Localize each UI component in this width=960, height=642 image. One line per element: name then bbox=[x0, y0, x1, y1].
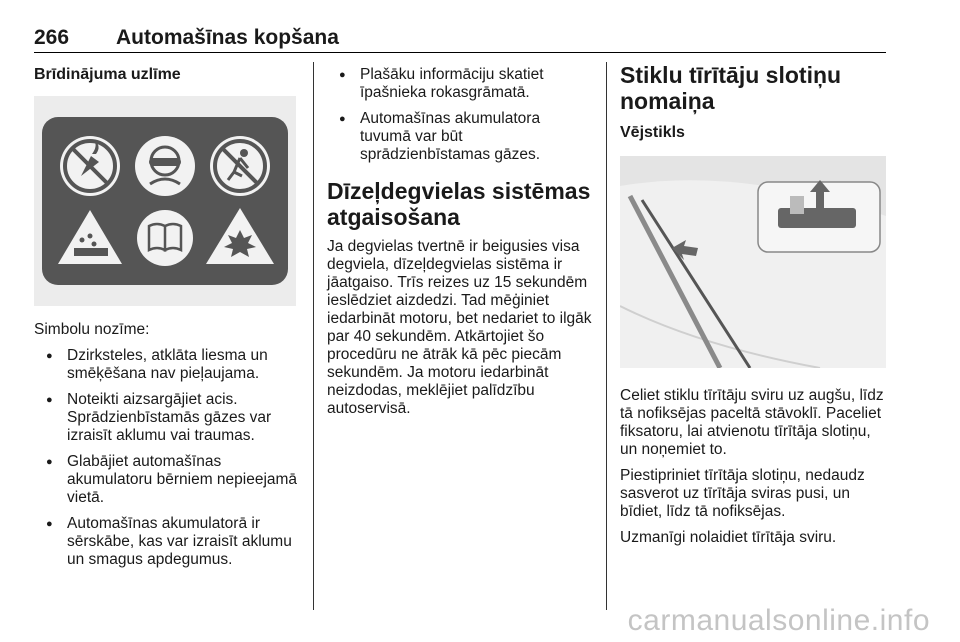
list-item: ● Dzirksteles, atklāta liesma un smēķēšana nav pieļaujama. bbox=[34, 347, 300, 383]
wiper-blade-heading: Stiklu tīrītāju slotiņu nomaiņa bbox=[620, 62, 842, 114]
column-middle bbox=[327, 62, 593, 426]
wiper-paragraph-1: Celiet stiklu tīrītāju sviru uz augšu, līdz tā nofiksējas paceltā stāvoklī. Paceliet fiksatoru, lai atvienotu tīrītāja slotiņu, un noņemiet to. bbox=[620, 387, 884, 458]
column-left bbox=[34, 62, 300, 577]
no-smoking-icon bbox=[60, 136, 120, 196]
list-item: ● Automašīnas akumulatorā ir sērskābe, kas var izraisīt aklumu un smagus apdegumus. bbox=[34, 515, 300, 569]
windscreen-subheading: Vējstikls bbox=[620, 124, 685, 141]
column-divider-left bbox=[313, 62, 314, 610]
read-manual-icon bbox=[137, 210, 193, 266]
wiper-blade-illustration bbox=[620, 156, 886, 368]
warning-label-illustration bbox=[34, 96, 296, 306]
page-header bbox=[34, 22, 886, 53]
column-right bbox=[620, 62, 888, 555]
column-divider-right bbox=[606, 62, 607, 610]
diesel-bleeding-paragraph: Ja degvielas tvertnē ir beigusies visa degviela, dīzeļdegvielas sistēma ir jāatgaiso. Trīs reizes uz 15 sekundēm ieslēdziet aizdedzi. Tad mēģiniet iedarbināt motoru, bet nedariet to ilgāk par 40 sekundēm. Atkārtojiet šo procedūru ne ātrāk kā pēc piecām sekundēm. Ja motoru iedarbināt neizdodas, meklējiet palīdzību autoservisā. bbox=[327, 238, 592, 417]
symbols-meaning-label: Simbolu nozīme: bbox=[34, 321, 150, 338]
list-item: ● Plašāku informāciju skatiet īpašnieka rokasgrāmatā. bbox=[327, 66, 593, 102]
keep-away-children-icon bbox=[210, 136, 270, 196]
list-item: ● Automašīnas akumulatora tuvumā var būt sprādzienbīstamas gāzes. bbox=[327, 110, 593, 164]
list-item: ● Noteikti aizsargājiet acis. Sprādzienbīstamās gāzes var izraisīt aklumu vai traumas. bbox=[34, 391, 300, 445]
diesel-bleeding-heading: Dīzeļdegvielas sistēmas atgaisošana bbox=[327, 178, 591, 230]
warning-label-figure bbox=[34, 96, 300, 311]
watermark: carmanualsonline.info bbox=[627, 604, 930, 637]
page-title: Automašīnas kopšana bbox=[116, 26, 339, 49]
wiper-paragraph-3: Uzmanīgi nolaidiet tīrītāja sviru. bbox=[620, 529, 837, 546]
page-number: 266 bbox=[34, 26, 70, 49]
eye-protection-icon bbox=[135, 136, 195, 196]
list-item: ● Glabājiet automašīnas akumulatoru bērniem nepieejamā vietā. bbox=[34, 453, 300, 507]
wiper-figure bbox=[620, 156, 888, 373]
warning-label-heading: Brīdinājuma uzlīme bbox=[34, 66, 181, 83]
wiper-paragraph-2: Piestipriniet tīrītāja slotiņu, nedaudz sasverot uz tīrītāja sviras pusi, un bīdiet, līdz tā nofiksējas. bbox=[620, 467, 865, 520]
symbols-meaning-list bbox=[34, 347, 300, 569]
battery-info-list bbox=[327, 66, 593, 164]
